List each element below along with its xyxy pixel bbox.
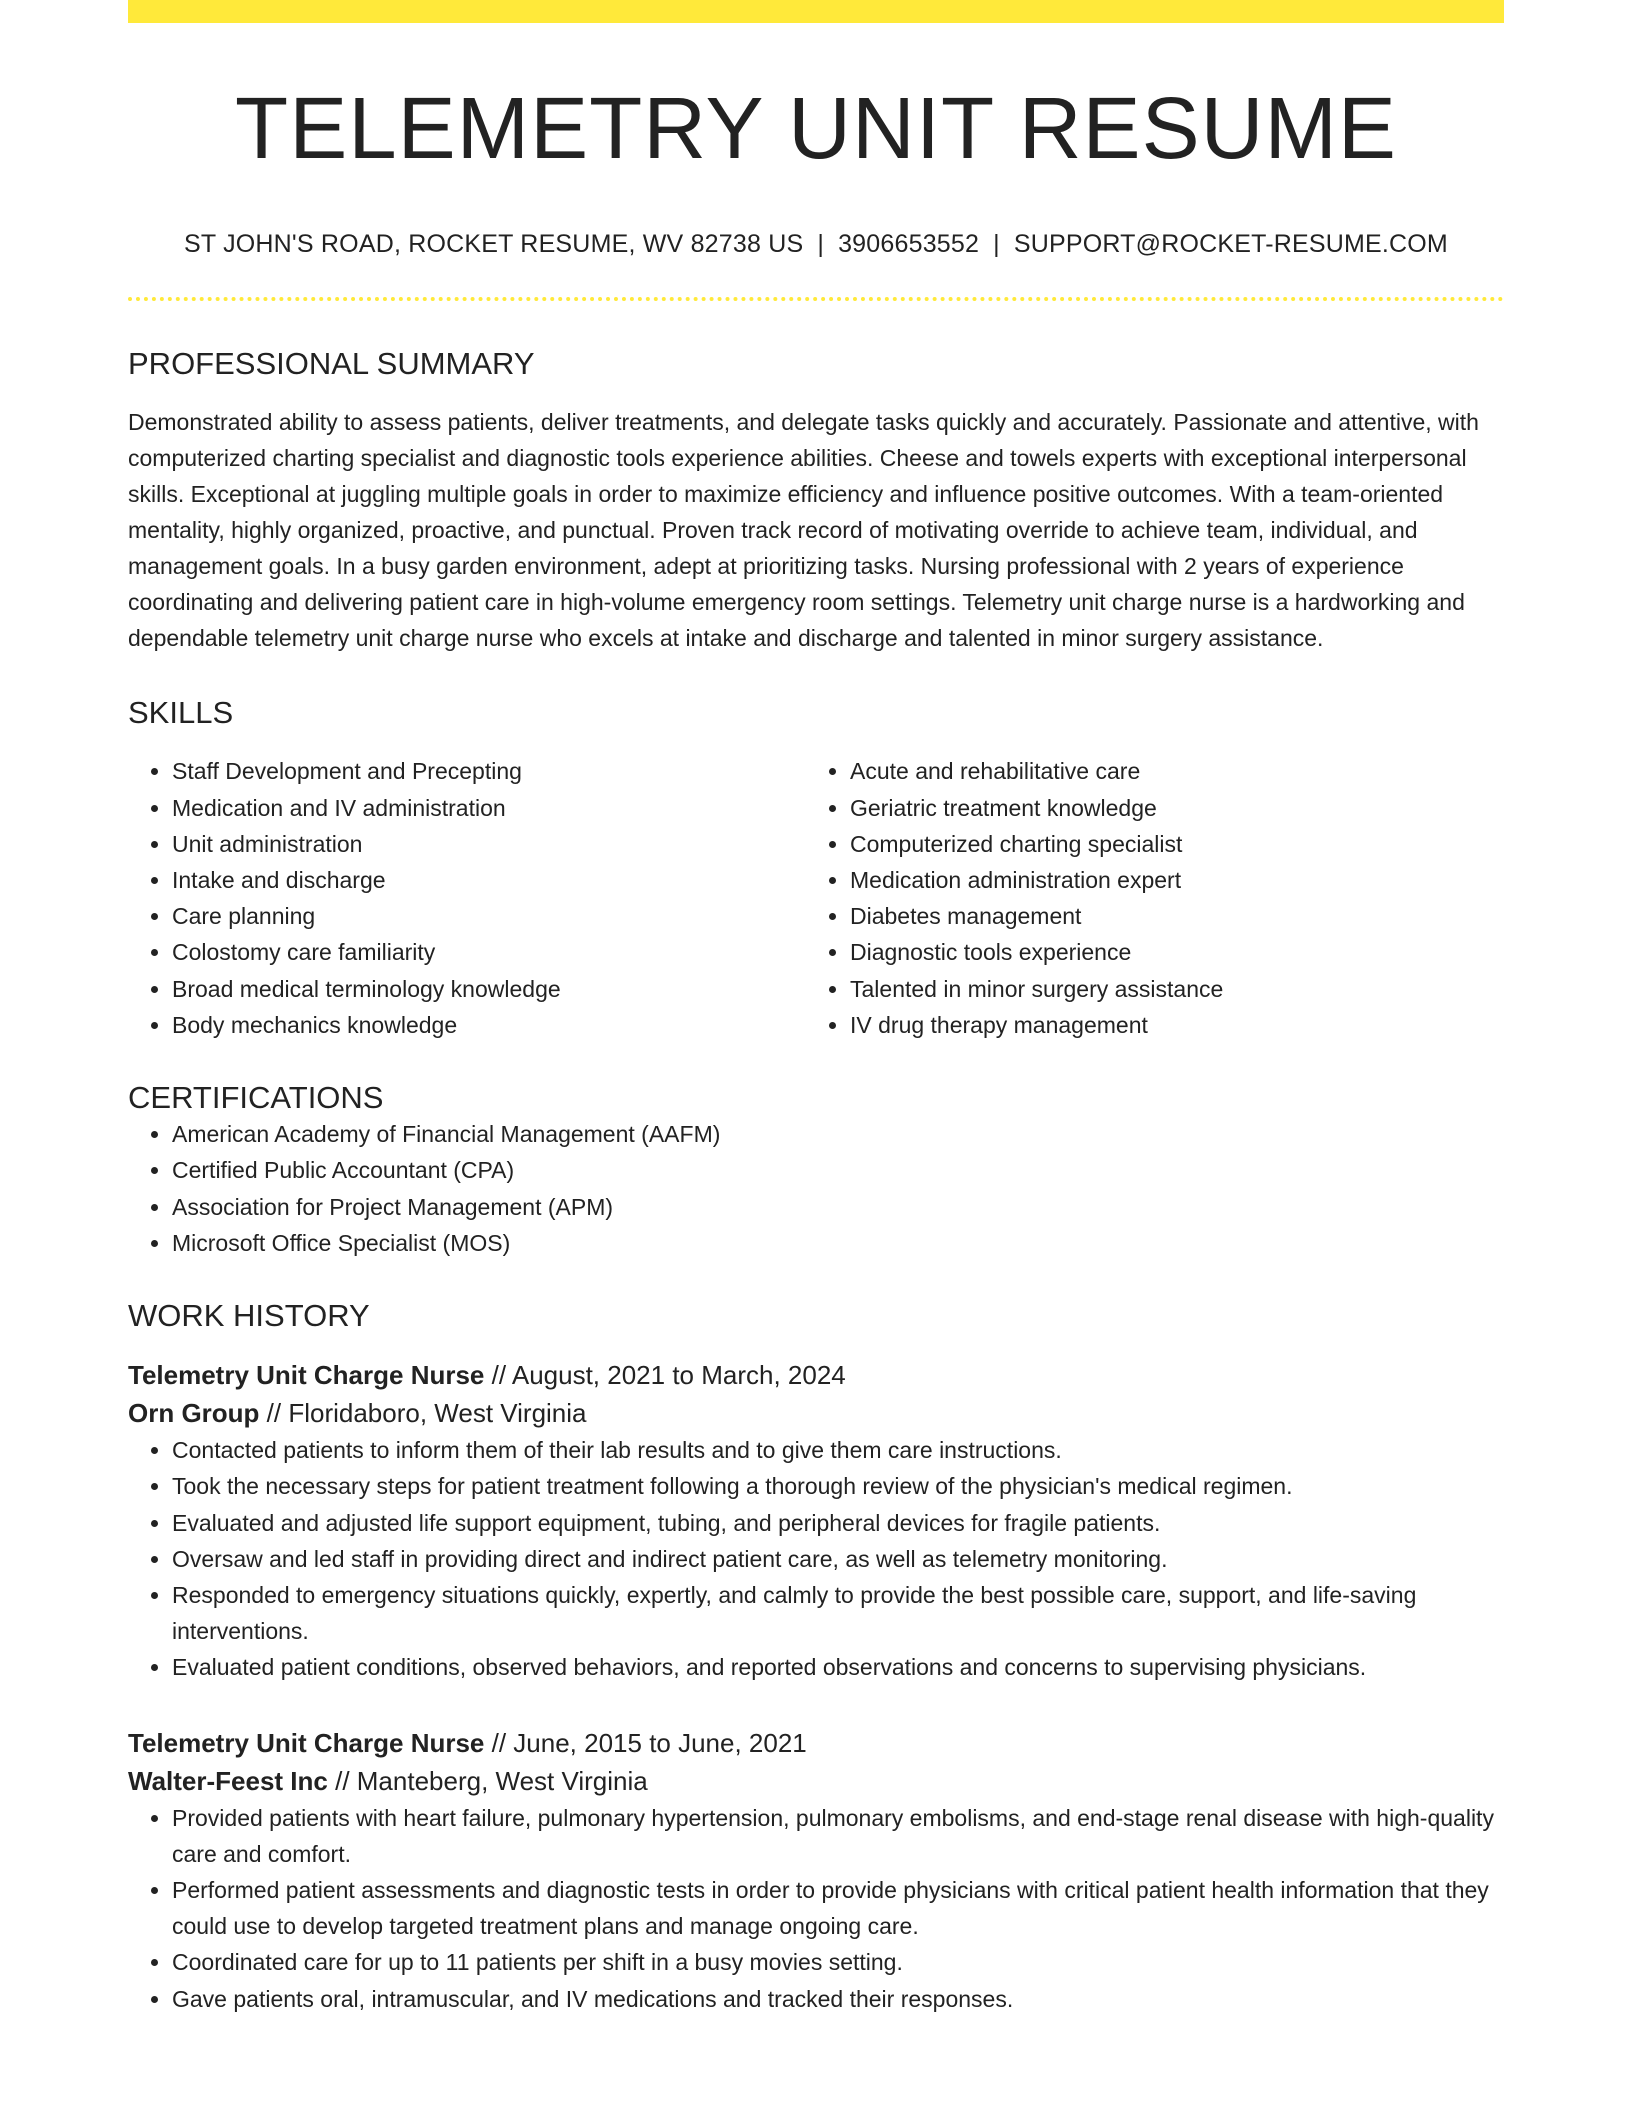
skill-item: • Medication administration expert (850, 862, 1484, 898)
job-duty-item: • Took the necessary steps for patient treatment following a thorough review of the physician's medical regimen. (172, 1468, 1504, 1504)
contact-address: ST JOHN'S ROAD, ROCKET RESUME, WV 82738 US (184, 230, 804, 258)
skill-item: • Broad medical terminology knowledge (172, 971, 806, 1007)
job-duty-item: • Contacted patients to inform them of their lab results and to give them care instructions. (172, 1432, 1504, 1468)
skill-item: • Staff Development and Precepting (172, 753, 806, 789)
skill-item: • Computerized charting specialist (850, 826, 1484, 862)
contact-email: SUPPORT@ROCKET-RESUME.COM (1013, 230, 1448, 258)
certification-item: • Certified Public Accountant (CPA) (172, 1152, 1504, 1188)
job-duty-item: • Evaluated and adjusted life support equipment, tubing, and peripheral devices for fragile patients. (172, 1505, 1504, 1541)
work-history-section (128, 1297, 1504, 2017)
summary-paragraph: Demonstrated ability to assess patients, deliver treatments, and delegate tasks quickly and accurately. Passionate and attentive, with computerized charting specialist and diagnostic tools experience abilities. Cheese and towels experts with exceptional interpersonal skills. Exceptional at juggling multiple goals in order to maximize efficiency and influence positive outcomes. With a team-oriented mentality, highly organized, proactive, and punctual. Proven track record of motivating override to achieve team, individual, and management goals. In a busy garden environment, adept at prioritizing tasks. Nursing professional with 2 years of experience coordinating and delivering patient care in high-volume emergency room settings. Telemetry unit charge nurse is a hardworking and dependable telemetry unit charge nurse who excels at intake and discharge and talented in minor surgery assistance. (128, 409, 1479, 652)
resume-title: TELEMETRY UNIT RESUME (235, 80, 1397, 177)
skill-item: • Body mechanics knowledge (172, 1007, 806, 1043)
job-entry (128, 1356, 1504, 1685)
contact-line (128, 230, 1504, 259)
section-heading-skills: SKILLS (128, 695, 234, 731)
job-duty-item: • Performed patient assessments and diagnostic tests in order to provide physicians with critical patient health information that they could use to develop targeted treatment plans and manage ongoing care. (172, 1872, 1504, 1944)
skill-item: • Diagnostic tools experience (850, 934, 1484, 970)
job-title: Telemetry Unit Charge Nurse (128, 1727, 485, 1758)
skill-item: • Geriatric treatment knowledge (850, 790, 1484, 826)
job-duties-list (128, 1432, 1504, 1685)
job-company: Walter-Feest Inc (128, 1765, 328, 1796)
certification-item: • Microsoft Office Specialist (MOS) (172, 1225, 1504, 1261)
job-duty-item: • Provided patients with heart failure, pulmonary hypertension, pulmonary embolisms, and end-stage renal disease with high-quality care and comfort. (172, 1800, 1504, 1872)
skills-list-left (128, 753, 806, 1043)
skills-grid (128, 753, 1504, 1043)
top-accent-bar (128, 0, 1504, 23)
certifications-list (128, 1116, 1504, 1261)
skill-item: • Medication and IV administration (172, 790, 806, 826)
contact-separator: | (817, 230, 825, 258)
section-heading-certifications: CERTIFICATIONS (128, 1080, 384, 1115)
contact-phone: 3906653552 (838, 230, 980, 258)
job-duty-item: • Gave patients oral, intramuscular, and IV medications and tracked their responses. (172, 1981, 1504, 2017)
job-title: Telemetry Unit Charge Nurse (128, 1360, 485, 1391)
skill-item: • Acute and rehabilitative care (850, 753, 1484, 789)
skill-item: • Diabetes management (850, 898, 1484, 934)
header-divider (128, 297, 1504, 301)
skill-item: • Care planning (172, 898, 806, 934)
certifications-section (128, 1079, 1504, 1261)
skills-column-left (128, 753, 806, 1043)
skills-section (128, 694, 1504, 1043)
job-company-line (128, 1762, 1504, 1800)
job-title-line (128, 1356, 1504, 1394)
professional-summary-section (128, 345, 1504, 656)
job-dates: // August, 2021 to March, 2024 (484, 1360, 846, 1391)
skill-item: • Intake and discharge (172, 862, 806, 898)
skill-item: • Colostomy care familiarity (172, 934, 806, 970)
job-duty-item: • Responded to emergency situations quickly, expertly, and calmly to provide the best possible care, support, and life-saving interventions. (172, 1577, 1504, 1649)
resume-page (128, 0, 1504, 2017)
skill-item: • IV drug therapy management (850, 1007, 1484, 1043)
skills-list-right (806, 753, 1484, 1043)
job-company: Orn Group (128, 1398, 260, 1429)
job-duty-item: • Coordinated care for up to 11 patients per shift in a busy movies setting. (172, 1944, 1504, 1980)
job-title-line (128, 1724, 1504, 1762)
job-location: // Manteberg, West Virginia (327, 1765, 648, 1796)
section-heading-work-history: WORK HISTORY (128, 1298, 370, 1333)
job-location: // Floridaboro, West Virginia (259, 1398, 587, 1429)
job-duty-item: • Evaluated patient conditions, observed behaviors, and reported observations and concerns to supervising physicians. (172, 1649, 1504, 1685)
certification-item: • American Academy of Financial Management (AAFM) (172, 1116, 1504, 1152)
contact-separator: | (993, 230, 1000, 258)
skill-item: • Talented in minor surgery assistance (850, 971, 1484, 1007)
section-heading-summary: PROFESSIONAL SUMMARY (128, 346, 535, 381)
job-entry (128, 1724, 1504, 2017)
job-duty-item: • Oversaw and led staff in providing direct and indirect patient care, as well as telemetry monitoring. (172, 1541, 1504, 1577)
skills-column-right (806, 753, 1484, 1043)
job-dates: // June, 2015 to June, 2021 (484, 1727, 807, 1758)
certification-item: • Association for Project Management (APM) (172, 1189, 1504, 1225)
skill-item: • Unit administration (172, 826, 806, 862)
job-duties-list (128, 1800, 1504, 2017)
job-company-line (128, 1394, 1504, 1432)
